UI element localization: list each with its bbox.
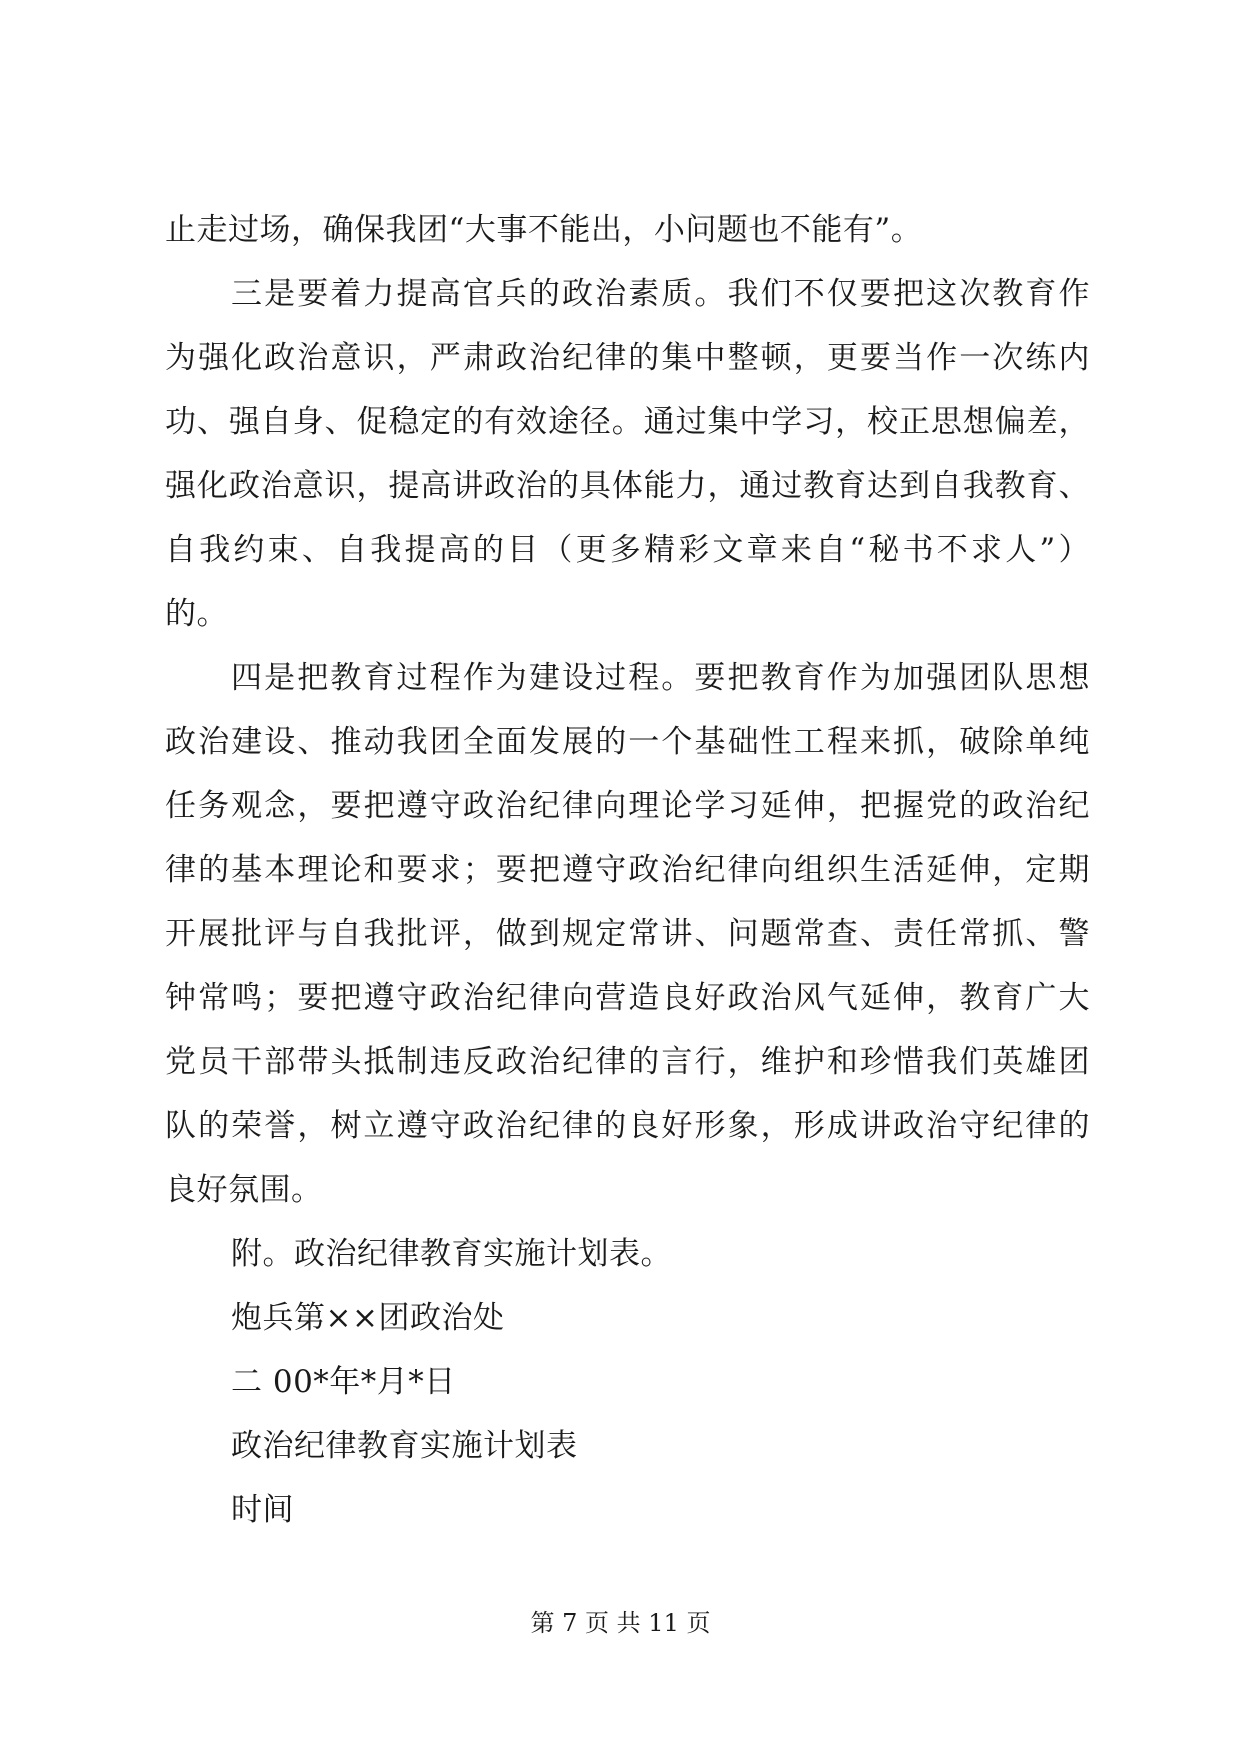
text-line: 任务观念，要把遵守政治纪律向理论学习延伸，把握党的政治纪 bbox=[165, 788, 1090, 824]
text-line: 三是要着力提高官兵的政治素质。我们不仅要把这次教育作 bbox=[231, 276, 1090, 312]
text-line: 自我约束、自我提高的目（更多精彩文章来自“秘书不求人”） bbox=[165, 532, 1090, 568]
text-line: 良好氛围。 bbox=[165, 1172, 323, 1208]
date-line: 二 00*年*月*日 bbox=[231, 1364, 456, 1400]
text-line: 的。 bbox=[165, 596, 228, 632]
text-line: 政治建设、推动我团全面发展的一个基础性工程来抓，破除单纯 bbox=[165, 724, 1090, 760]
text-line: 附。政治纪律教育实施计划表。 bbox=[231, 1236, 672, 1272]
text-line: 党员干部带头抵制违反政治纪律的言行，维护和珍惜我们英雄团 bbox=[165, 1044, 1090, 1080]
section-title: 政治纪律教育实施计划表 bbox=[231, 1428, 578, 1464]
text-line: 强化政治意识，提高讲政治的具体能力，通过教育达到自我教育、 bbox=[165, 468, 1090, 504]
text-line: 律的基本理论和要求；要把遵守政治纪律向组织生活延伸，定期 bbox=[165, 852, 1090, 888]
text-line: 功、强自身、促稳定的有效途径。通过集中学习，校正思想偏差， bbox=[165, 404, 1090, 440]
text-line: 为强化政治意识，严肃政治纪律的集中整顿，更要当作一次练内 bbox=[165, 340, 1090, 376]
page-number-footer: 第 7 页 共 11 页 bbox=[530, 1609, 711, 1637]
text-line: 钟常鸣；要把遵守政治纪律向营造良好政治风气延伸，教育广大 bbox=[165, 980, 1090, 1016]
signature-line: 炮兵第××团政治处 bbox=[231, 1300, 505, 1336]
text-line: 开展批评与自我批评，做到规定常讲、问题常查、责任常抓、警 bbox=[165, 916, 1090, 952]
document-body bbox=[165, 198, 1090, 1542]
text-line: 时间 bbox=[231, 1492, 294, 1528]
text-line: 四是把教育过程作为建设过程。要把教育作为加强团队思想 bbox=[231, 660, 1090, 696]
text-line: 队的荣誉，树立遵守政治纪律的良好形象，形成讲政治守纪律的 bbox=[165, 1108, 1090, 1144]
text-line: 止走过场，确保我团“大事不能出，小问题也不能有”。 bbox=[165, 212, 923, 248]
